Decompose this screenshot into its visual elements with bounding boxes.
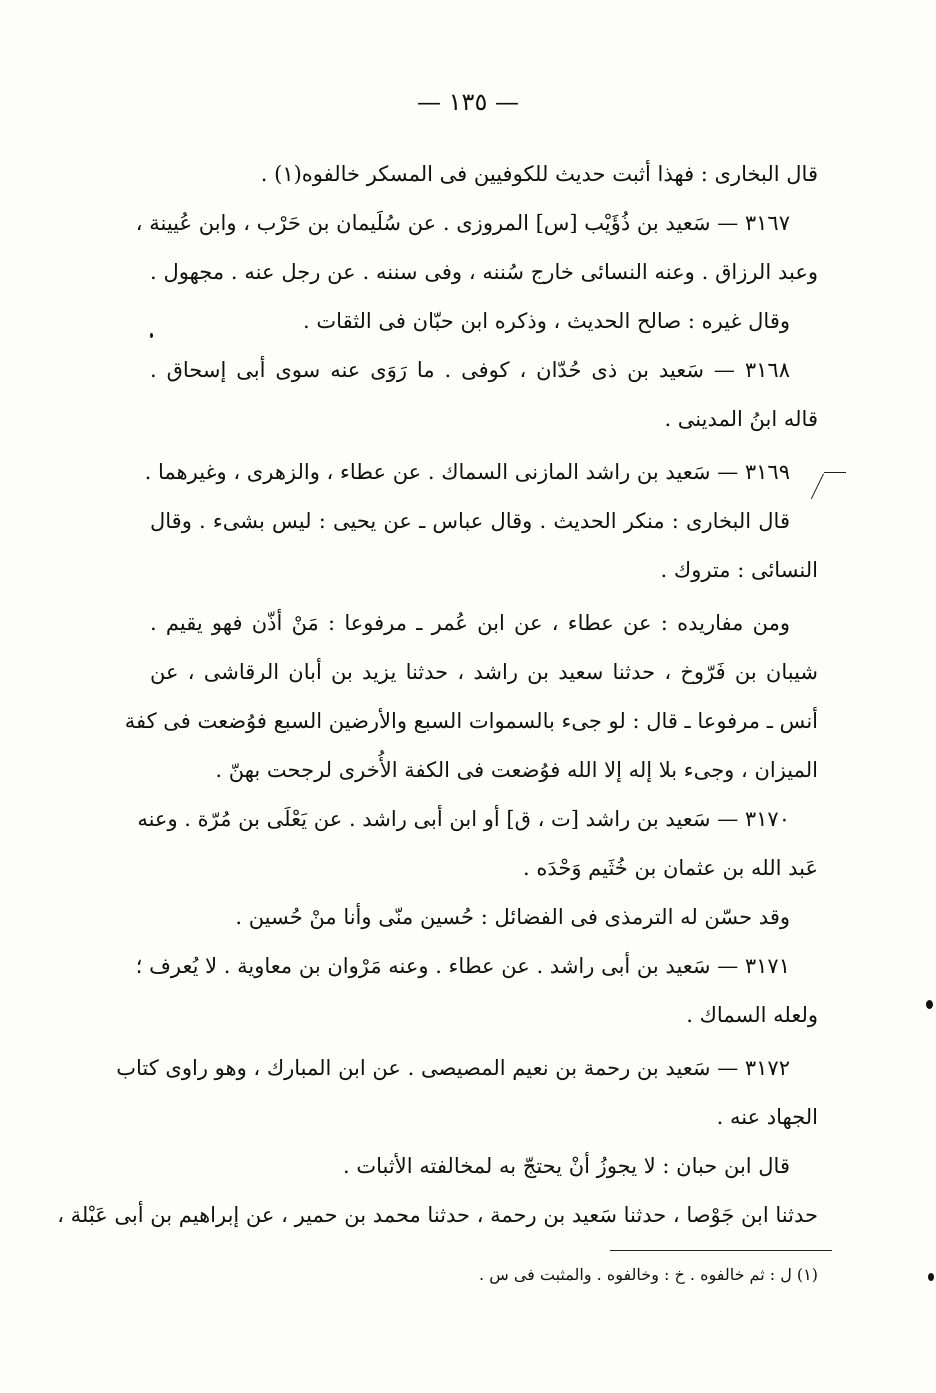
text-line: النسائى : متروك .: [660, 558, 818, 582]
text-line: ٣١٧٠ — سَعيد بن راشد [ت ، ق] أو ابن أبى راشد . عن يَعْلَى بن مُرّة . وعنه: [137, 807, 790, 831]
text-line: حدثنا ابن جَوْصا ، حدثنا سَعيد بن رحمة ، حدثنا محمد بن حمير ، عن إبراهيم بن أبى عَبْلة ،: [57, 1203, 818, 1227]
margin-dot: [928, 1273, 934, 1281]
text-line: قاله ابنُ المدينى .: [664, 407, 818, 431]
footnote: (١) ل : ثم خالفوه . خ : وخالفوه . والمثبت فى س .: [479, 1265, 818, 1284]
text-line: وقد حسّن له الترمذى فى الفضائل : حُسين منّى وأنا منْ حُسين .: [235, 905, 790, 929]
text-line: ٣١٧٢ — سَعيد بن رحمة بن نعيم المصيصى . عن ابن المبارك ، وهو راوى كتاب: [116, 1056, 790, 1080]
text-line: قال ابن حبان : لا يجوزُ أنْ يحتجّ به لمخالفته الأثبات .: [343, 1154, 790, 1178]
margin-dot: [926, 1000, 933, 1009]
text-line: ٣١٦٧ — سَعيد بن ذُؤَيْب [س] المروزى . عن سُلَيمان بن حَرْب ، وابن عُيينة ،: [135, 211, 790, 235]
text-line: عَبد الله بن عثمان بن خُثَيم وَحْدَه .: [522, 856, 818, 880]
text-line: الميزان ، وجىء بلا إله إلا الله فوُضعت فى الكفة الأُخرى لرجحت بهنّ .: [215, 758, 818, 782]
text-line: ٣١٦٩ — سَعيد بن راشد المازنى السماك . عن عطاء ، والزهرى ، وغيرهما .: [144, 460, 790, 484]
footnote-rule: [610, 1250, 832, 1251]
margin-stroke: [824, 472, 846, 473]
margin-dot: [150, 333, 153, 338]
main-text: [57, 150, 818, 1240]
text-line: أنس ـ مرفوعا ـ قال : لو جىء بالسموات السبع والأرضين السبع فوُضعت فى كفة: [124, 709, 818, 733]
page-number: — ١٣٥ —: [417, 88, 519, 116]
text-line: ومن مفاريده : عن عطاء ، عن ابن عُمر ـ مرفوعا : مَنْ أذّن فهو يقيم .: [150, 611, 790, 635]
text-line: قال البخارى : منكر الحديث . وقال عباس ـ عن يحيى : ليس بشىء . وقال: [150, 509, 790, 533]
text-line: شيبان بن فَرّوخ ، حدثنا سعيد بن راشد ، حدثنا يزيد بن أبان الرقاشى ، عن: [150, 660, 818, 684]
text-line: قال البخارى : فهذا أثبت حديث للكوفيين فى المسكر خالفوه(١) .: [260, 162, 818, 186]
text-line: الجهاد عنه .: [716, 1105, 818, 1129]
text-line: ولعله السماك .: [686, 1003, 818, 1027]
text-line: ٣١٦٨ — سَعيد بن ذى حُدّان ، كوفى . ما رَوَى عنه سوى أبى إسحاق .: [150, 358, 790, 382]
text-line: ٣١٧١ — سَعيد بن أبى راشد . عن عطاء . وعنه مَرْوان بن معاوية . لا يُعرف ؛: [135, 954, 790, 978]
text-line: وعبد الرزاق . وعنه النسائى خارج سُننه ، وفى سننه . عن رجل عنه . مجهول .: [150, 260, 818, 284]
text-line: وقال غيره : صالح الحديث ، وذكره ابن حبّان فى الثقات .: [303, 309, 790, 333]
